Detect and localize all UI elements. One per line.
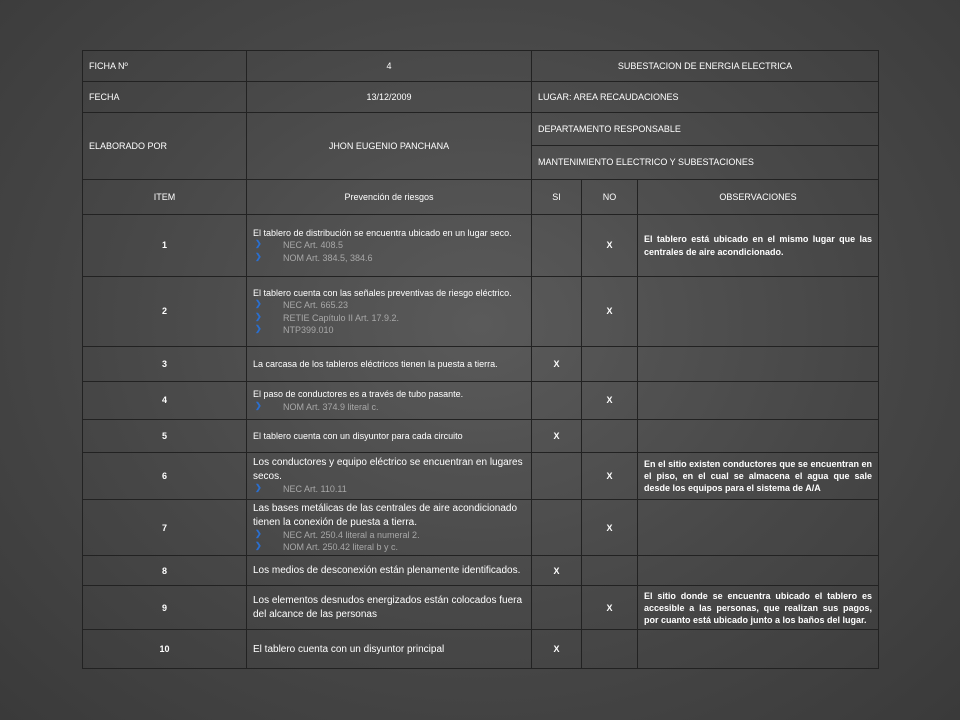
blue-arrow-bullet-icon: ❯ — [255, 400, 262, 410]
blue-arrow-bullet-icon: ❯ — [255, 323, 262, 333]
item-reference — [253, 324, 525, 336]
item-no-mark — [582, 347, 638, 382]
item-observacion — [638, 347, 879, 382]
item-si-mark: X — [532, 420, 582, 453]
item-number: 5 — [83, 420, 247, 453]
blue-arrow-bullet-icon: ❯ — [255, 483, 262, 493]
item-number: 6 — [83, 453, 247, 500]
table-row — [83, 500, 879, 556]
item-si-mark — [532, 215, 582, 277]
item-reference-text: NEC Art. 408.5 — [283, 240, 344, 251]
item-number: 9 — [83, 586, 247, 630]
item-prevencion-cell — [247, 556, 532, 586]
item-number: 4 — [83, 382, 247, 420]
item-prevencion-cell — [247, 420, 532, 453]
item-reference — [253, 541, 525, 553]
table-row — [83, 586, 879, 630]
item-reference-text: NEC Art. 665.23 — [283, 300, 349, 311]
item-prevencion-cell — [247, 347, 532, 382]
item-description: La carcasa de los tableros eléctricos tienen la puesta a tierra. — [253, 358, 498, 369]
item-description: Los conductores y equipo eléctrico se encuentran en lugares secos. — [253, 457, 523, 482]
item-description: El tablero cuenta con un disyuntor para cada circuito — [253, 430, 463, 441]
header-row-fecha — [83, 82, 879, 113]
blue-arrow-bullet-icon: ❯ — [255, 251, 262, 261]
item-observacion — [638, 500, 879, 556]
depto-label: DEPARTAMENTO RESPONSABLE — [532, 113, 879, 146]
ficha-label: FICHA Nº — [83, 51, 247, 82]
elaborado-label: ELABORADO POR — [83, 113, 247, 180]
item-prevencion-cell — [247, 277, 532, 347]
item-description: El tablero cuenta con las señales preventivas de riesgo eléctrico. — [253, 288, 512, 299]
table-row — [83, 277, 879, 347]
item-observacion: El tablero está ubicado en el mismo lugar que las centrales de aire acondicionado. — [638, 215, 879, 277]
item-no-mark: X — [582, 500, 638, 556]
column-header-row — [83, 180, 879, 215]
item-no-mark: X — [582, 215, 638, 277]
ficha-value: 4 — [247, 51, 532, 82]
item-no-mark: X — [582, 382, 638, 420]
item-prevencion-cell — [247, 453, 532, 500]
item-number: 1 — [83, 215, 247, 277]
fecha-label: FECHA — [83, 82, 247, 113]
item-reference — [253, 239, 525, 251]
item-no-mark: X — [582, 453, 638, 500]
col-prevencion-header: Prevención de riesgos — [247, 180, 532, 215]
item-reference-text: NOM Art. 374.9 literal c. — [283, 401, 379, 412]
depto-value: MANTENIMIENTO ELECTRICO Y SUBESTACIONES — [532, 146, 879, 180]
blue-arrow-bullet-icon: ❯ — [255, 239, 262, 249]
table-row — [83, 215, 879, 277]
blue-arrow-bullet-icon: ❯ — [255, 311, 262, 321]
item-reference-text: NTP399.010 — [283, 324, 334, 335]
item-observacion — [638, 556, 879, 586]
table-row — [83, 630, 879, 669]
item-number: 10 — [83, 630, 247, 669]
table-row — [83, 556, 879, 586]
item-reference — [253, 401, 525, 413]
item-reference — [253, 312, 525, 324]
header-row-elaborado — [83, 113, 879, 146]
item-observacion — [638, 420, 879, 453]
item-si-mark — [532, 586, 582, 630]
item-observacion: En el sitio existen conductores que se encuentran en el piso, en el cual se almacena el agua que sale desde los equipos para el sistema de A/A — [638, 453, 879, 500]
table-row — [83, 453, 879, 500]
table-row — [83, 420, 879, 453]
col-si-header: SI — [532, 180, 582, 215]
item-reference — [253, 529, 525, 541]
item-observacion: El sitio donde se encuentra ubicado el tablero es accesible a las personas, que realizan sus pagos, por cuanto está ubicado junto a los baños del lugar. — [638, 586, 879, 630]
item-no-mark: X — [582, 586, 638, 630]
table-row — [83, 382, 879, 420]
header-row-ficha — [83, 51, 879, 82]
item-prevencion-cell — [247, 500, 532, 556]
item-reference — [253, 299, 525, 311]
item-reference-text: NEC Art. 110.11 — [283, 484, 347, 495]
table-row — [83, 347, 879, 382]
item-si-mark: X — [532, 347, 582, 382]
item-prevencion-cell — [247, 586, 532, 630]
blue-arrow-bullet-icon: ❯ — [255, 541, 262, 551]
item-description: Las bases metálicas de las centrales de aire acondicionado tienen la conexión de puesta a tierra. — [253, 503, 518, 528]
item-reference — [253, 483, 525, 495]
item-prevencion-cell — [247, 382, 532, 420]
item-description: Los medios de desconexión están plenamente identificados. — [253, 565, 521, 577]
item-no-mark — [582, 556, 638, 586]
item-reference-text: NOM Art. 250.42 literal b y c. — [283, 542, 399, 553]
item-si-mark — [532, 500, 582, 556]
item-number: 2 — [83, 277, 247, 347]
item-si-mark — [532, 277, 582, 347]
sheet-title: SUBESTACION DE ENERGIA ELECTRICA — [532, 51, 879, 82]
elaborado-value: JHON EUGENIO PANCHANA — [247, 113, 532, 180]
item-si-mark — [532, 382, 582, 420]
item-prevencion-cell — [247, 630, 532, 669]
sheet-body — [83, 51, 879, 669]
item-si-mark — [532, 453, 582, 500]
item-si-mark: X — [532, 556, 582, 586]
fecha-value: 13/12/2009 — [247, 82, 532, 113]
item-description: El paso de conductores es a través de tubo pasante. — [253, 389, 464, 400]
item-number: 8 — [83, 556, 247, 586]
item-description: Los elementos desnudos energizados están colocados fuera del alcance de las personas — [253, 595, 523, 620]
item-number: 7 — [83, 500, 247, 556]
item-number: 3 — [83, 347, 247, 382]
item-description: El tablero de distribución se encuentra ubicado en un lugar seco. — [253, 228, 512, 239]
item-reference-text: NEC Art. 250.4 literal a numeral 2. — [283, 530, 420, 540]
item-observacion — [638, 277, 879, 347]
blue-arrow-bullet-icon: ❯ — [255, 299, 262, 309]
item-no-mark — [582, 420, 638, 453]
col-item-header: ITEM — [83, 180, 247, 215]
inspection-sheet — [82, 50, 879, 669]
item-no-mark — [582, 630, 638, 669]
item-description: El tablero cuenta con un disyuntor principal — [253, 643, 445, 655]
col-observaciones-header: OBSERVACIONES — [638, 180, 879, 215]
item-prevencion-cell — [247, 215, 532, 277]
item-reference-text: RETIE Capítulo II Art. 17.9.2. — [283, 312, 400, 323]
item-no-mark: X — [582, 277, 638, 347]
item-reference-text: NOM Art. 384.5, 384.6 — [283, 252, 373, 263]
blue-arrow-bullet-icon: ❯ — [255, 529, 262, 538]
item-reference — [253, 252, 525, 264]
col-no-header: NO — [582, 180, 638, 215]
item-observacion — [638, 630, 879, 669]
item-observacion — [638, 382, 879, 420]
item-si-mark: X — [532, 630, 582, 669]
lugar-value: LUGAR: AREA RECAUDACIONES — [532, 82, 879, 113]
